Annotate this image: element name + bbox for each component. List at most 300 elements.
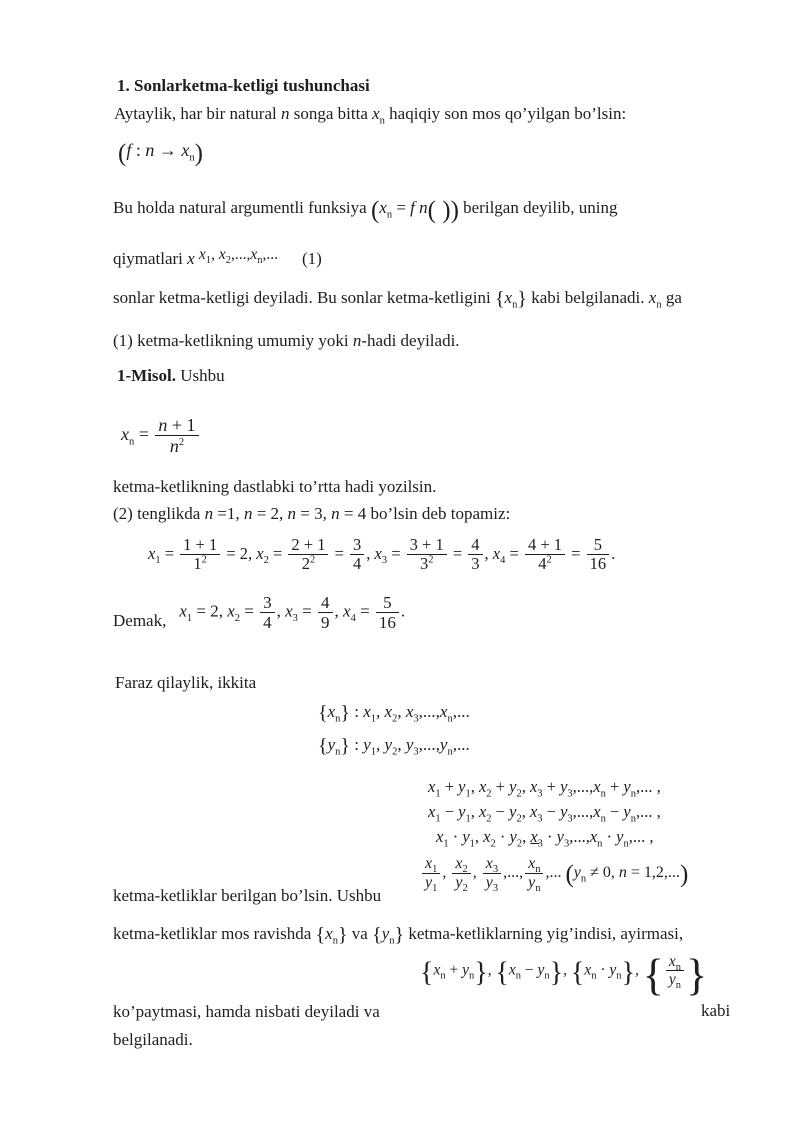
math-op: − bbox=[521, 961, 538, 979]
math-sub: n bbox=[600, 813, 606, 825]
math-var: y bbox=[384, 735, 393, 754]
text-run: = 4 bo’lsin deb topamiz: bbox=[339, 504, 511, 523]
math-num: 4 bbox=[538, 554, 547, 574]
text-run: -hadi deyiladi. bbox=[361, 331, 460, 350]
math-var: y bbox=[405, 735, 414, 754]
fraction bbox=[452, 855, 470, 895]
math-var: y bbox=[668, 971, 676, 989]
frac-numerator: 4 bbox=[471, 535, 480, 554]
paragraph-substitution bbox=[113, 504, 510, 524]
math-sub: n bbox=[675, 962, 681, 974]
math-sub: n bbox=[580, 873, 587, 885]
math-sub: 1 bbox=[435, 788, 441, 800]
fraction bbox=[407, 536, 447, 574]
fraction bbox=[525, 855, 543, 895]
math-var: x bbox=[384, 702, 393, 721]
brace: { bbox=[318, 702, 328, 724]
math-sub: 2 bbox=[225, 255, 231, 267]
math-op: ,... , bbox=[628, 827, 654, 846]
math-var: x bbox=[593, 777, 601, 796]
frac-numerator: 4 bbox=[321, 593, 330, 612]
math-var: x bbox=[250, 246, 258, 263]
math-op: , bbox=[487, 961, 496, 979]
frac-denominator: 9 bbox=[318, 612, 333, 632]
math-op: , bbox=[376, 702, 385, 721]
big-paren: ) bbox=[679, 861, 689, 889]
math-sub: 4 bbox=[500, 555, 506, 567]
math-var: y bbox=[455, 873, 463, 891]
big-paren: ) bbox=[194, 140, 203, 167]
math-num: 2, bbox=[210, 601, 228, 621]
math-sub: 3 bbox=[537, 838, 543, 850]
underlined-term bbox=[530, 827, 543, 850]
big-brace: { bbox=[420, 957, 434, 989]
math-sub: 2 bbox=[516, 788, 522, 800]
math-op: ,..., bbox=[503, 864, 524, 882]
fraction bbox=[318, 593, 333, 632]
paragraph-general-term bbox=[113, 331, 460, 351]
math-op: + 1 bbox=[167, 415, 196, 435]
math-sub: 2 bbox=[490, 838, 496, 850]
math-var: y bbox=[616, 827, 624, 846]
fraction bbox=[483, 855, 501, 895]
math-var: x bbox=[325, 924, 333, 943]
paragraph-values bbox=[113, 246, 322, 269]
frac-numerator: 3 bbox=[353, 535, 362, 554]
frac-numerator: 3 + 1 bbox=[409, 535, 444, 554]
math-var: x bbox=[198, 246, 206, 263]
formula-notation bbox=[420, 950, 708, 1000]
brace: } bbox=[340, 702, 351, 724]
math-sup: 2 bbox=[428, 554, 434, 566]
math-op: , bbox=[634, 961, 643, 979]
big-paren: ) bbox=[450, 197, 459, 224]
math-var: y bbox=[458, 777, 466, 796]
math-sub: n bbox=[675, 980, 681, 992]
frac-denominator bbox=[407, 554, 447, 573]
math-var: x bbox=[504, 288, 513, 307]
math-op: = bbox=[268, 543, 287, 563]
math-op: = bbox=[355, 601, 374, 621]
frac-denominator: 4 bbox=[260, 612, 275, 632]
formula-difference-line bbox=[428, 802, 661, 825]
math-op: = bbox=[505, 543, 523, 563]
frac-denominator bbox=[483, 873, 501, 895]
math-sub: 3 bbox=[537, 813, 543, 825]
paragraph-task: ketma-ketlikning dastlabki to’rtta hadi yozilsin. bbox=[113, 477, 437, 496]
math-op: , bbox=[563, 961, 571, 979]
math-sub: 2 bbox=[263, 555, 269, 567]
paragraph-result bbox=[113, 593, 405, 632]
math-var: n bbox=[618, 864, 627, 882]
text-run: haqiqiy son mos qo’yilgan bo’lsin: bbox=[384, 104, 627, 123]
math-num: 1 bbox=[193, 554, 202, 574]
text-run: (1) ketma-ketlikning umumiy yoki bbox=[113, 331, 353, 350]
math-op: , bbox=[472, 864, 481, 882]
brace: } bbox=[394, 924, 405, 946]
math-op: , bbox=[470, 777, 479, 796]
math-var: y bbox=[439, 735, 448, 754]
math-var: y bbox=[509, 827, 517, 846]
math-op: , bbox=[484, 543, 493, 563]
math-var: y bbox=[509, 802, 517, 821]
math-sub: n bbox=[389, 935, 395, 947]
formula-sum-line bbox=[428, 777, 661, 800]
math-op: ,..., bbox=[572, 777, 594, 796]
math-sub: n bbox=[468, 970, 475, 982]
math-sub: 1 bbox=[443, 838, 449, 850]
math-sub: 1 bbox=[465, 813, 471, 825]
math-sub: n bbox=[535, 864, 541, 876]
arrow-icon: → bbox=[154, 140, 182, 160]
math-op: · bbox=[448, 827, 463, 846]
formula-sequence-y-list bbox=[318, 735, 470, 756]
formula-product-line bbox=[436, 827, 654, 850]
big-brace: { bbox=[495, 957, 509, 989]
formula-quotient-line bbox=[420, 855, 689, 895]
frac-numerator: 2 + 1 bbox=[291, 535, 326, 554]
math-var: x bbox=[405, 702, 414, 721]
math-var: y bbox=[327, 735, 336, 754]
frac-denominator: 4 bbox=[350, 554, 364, 573]
math-sub: n bbox=[656, 299, 662, 311]
math-op: ,..., bbox=[418, 735, 440, 754]
big-paren: ( ) bbox=[427, 197, 451, 224]
paragraph-function bbox=[113, 198, 618, 223]
fraction bbox=[350, 536, 364, 574]
math-op: ,... bbox=[452, 735, 470, 754]
frac-denominator bbox=[155, 435, 198, 456]
math-var: y bbox=[556, 827, 564, 846]
frac-denominator: 16 bbox=[587, 554, 610, 573]
math-sub: n bbox=[447, 746, 453, 758]
math-sub: 3 bbox=[563, 838, 570, 850]
math-var: x bbox=[181, 140, 190, 160]
math-sub: n bbox=[189, 152, 195, 164]
paragraph-operations bbox=[113, 924, 683, 945]
math-var: f bbox=[126, 140, 132, 160]
math-var: y bbox=[363, 735, 371, 754]
formula-mapping bbox=[118, 140, 203, 166]
math-sub: n bbox=[600, 788, 606, 800]
math-op: = bbox=[448, 543, 467, 563]
math-sub: n bbox=[386, 209, 393, 221]
math-sub: n bbox=[129, 436, 135, 448]
frac-denominator bbox=[452, 873, 470, 895]
formula-sequence-x bbox=[198, 246, 278, 267]
math-sub: 1 bbox=[370, 746, 377, 758]
equation-number: (1) bbox=[301, 249, 322, 268]
frac-denominator: 16 bbox=[376, 612, 399, 632]
math-sub: 4 bbox=[350, 612, 356, 624]
fraction bbox=[376, 593, 399, 632]
example-label: 1-Misol. bbox=[117, 366, 177, 385]
page-title: 1. Sonlarketma-ketligi tushunchasi bbox=[117, 76, 370, 95]
math-sub: n bbox=[335, 713, 341, 725]
math-var: x bbox=[372, 104, 380, 123]
math-op: , bbox=[474, 827, 484, 846]
math-var: y bbox=[560, 802, 568, 821]
math-var: y bbox=[528, 873, 536, 891]
example-heading bbox=[117, 366, 225, 386]
math-var: x bbox=[327, 702, 336, 721]
math-op: · bbox=[596, 961, 610, 979]
math-var: y bbox=[609, 961, 617, 979]
math-var: n bbox=[287, 504, 297, 523]
math-sub: n bbox=[623, 838, 629, 850]
math-sub: n bbox=[447, 713, 453, 725]
math-sup: 2 bbox=[309, 554, 316, 566]
math-var: n bbox=[243, 504, 253, 523]
text-run: = 2, bbox=[252, 504, 288, 523]
math-var: x bbox=[508, 961, 516, 979]
math-sub: 3 bbox=[381, 555, 388, 567]
formula-computation bbox=[148, 536, 615, 574]
text-run: qiymatlari bbox=[113, 249, 188, 268]
math-var: y bbox=[623, 802, 631, 821]
math-var: n bbox=[169, 436, 179, 457]
math-op: = 1,2,... bbox=[626, 864, 680, 882]
math-var: x bbox=[428, 802, 436, 821]
math-sub: 3 bbox=[413, 713, 419, 725]
text-run: (2) tenglikda bbox=[113, 504, 205, 523]
brace: { bbox=[315, 924, 326, 946]
math-sub: 1 bbox=[465, 788, 471, 800]
math-op: − bbox=[605, 802, 624, 821]
math-var: x bbox=[530, 827, 538, 846]
math-op: ,..., bbox=[418, 702, 440, 721]
math-var: y bbox=[425, 873, 433, 891]
math-op: = bbox=[160, 543, 179, 563]
math-var: x bbox=[485, 855, 493, 872]
math-sub: 2 bbox=[392, 746, 398, 758]
math-var: y bbox=[458, 802, 466, 821]
math-var: x bbox=[218, 246, 226, 263]
text-kabi: kabi bbox=[701, 1001, 731, 1020]
math-sub: 2 bbox=[516, 838, 523, 850]
math-op: ,... , bbox=[636, 802, 661, 821]
math-sub: 2 bbox=[486, 813, 492, 825]
math-op: = bbox=[387, 543, 405, 563]
math-op: ,... bbox=[545, 864, 562, 882]
math-var: x bbox=[589, 827, 598, 846]
math-sub: n bbox=[630, 788, 636, 800]
math-op: + bbox=[440, 777, 459, 796]
math-op: ,... bbox=[262, 246, 278, 263]
math-sub: n bbox=[512, 299, 518, 311]
math-sub: 1 bbox=[469, 838, 475, 850]
math-var: n bbox=[331, 504, 340, 523]
frac-denominator bbox=[525, 873, 543, 895]
math-sub: 2 bbox=[516, 813, 522, 825]
brace: } bbox=[337, 924, 348, 946]
fraction bbox=[468, 536, 482, 574]
math-sub: n bbox=[379, 115, 385, 127]
math-sup: 2 bbox=[201, 554, 207, 566]
math-sub: n bbox=[597, 838, 603, 850]
frac-numerator: 1 + 1 bbox=[183, 535, 218, 554]
math-op: , bbox=[521, 802, 530, 821]
fraction bbox=[155, 415, 198, 456]
math-sub: 1 bbox=[155, 555, 161, 567]
math-var: x bbox=[478, 802, 487, 821]
math-var: y bbox=[462, 961, 469, 979]
fraction bbox=[260, 593, 275, 632]
math-var: x bbox=[584, 961, 592, 979]
math-var: x bbox=[668, 953, 676, 970]
math-var: x bbox=[478, 777, 487, 796]
math-var: x bbox=[529, 802, 538, 821]
frac-numerator: 4 + 1 bbox=[527, 535, 562, 554]
math-op: , bbox=[522, 827, 531, 846]
math-op: + bbox=[605, 777, 624, 796]
math-op: ,... , bbox=[636, 777, 661, 796]
math-op: ,..., bbox=[572, 802, 594, 821]
math-op: , bbox=[521, 777, 530, 796]
paragraph-definition bbox=[113, 288, 682, 309]
math-sub: 2 bbox=[392, 713, 398, 725]
big-brace: } bbox=[549, 957, 564, 989]
brace: } bbox=[340, 735, 351, 757]
math-var: y bbox=[485, 873, 493, 891]
big-brace: } bbox=[474, 957, 488, 989]
math-var: y bbox=[623, 777, 631, 796]
math-sub: n bbox=[515, 970, 522, 982]
big-brace: { bbox=[642, 950, 664, 1000]
math-var: x bbox=[529, 777, 538, 796]
fraction bbox=[587, 536, 610, 574]
math-var: x bbox=[439, 702, 448, 721]
frac-denominator bbox=[422, 873, 440, 895]
fraction bbox=[288, 536, 328, 574]
math-var: x bbox=[433, 961, 441, 979]
math-op: , bbox=[376, 735, 385, 754]
math-op: , bbox=[276, 601, 286, 621]
math-op: , bbox=[397, 735, 406, 754]
text-run: sonlar ketma-ketligi deyiladi. Bu sonlar ketma-ketligini bbox=[113, 288, 495, 307]
math-sub: 1 bbox=[435, 813, 441, 825]
math-sub: 2 bbox=[234, 612, 241, 624]
math-sub: 1 bbox=[432, 864, 438, 876]
math-op: , bbox=[397, 702, 406, 721]
paragraph-naming: ko’paytmasi, hamda nisbati deyiladi va bbox=[113, 1002, 380, 1021]
brace: { bbox=[318, 735, 328, 757]
math-op: ,..., bbox=[230, 246, 251, 263]
math-sub: 2 bbox=[486, 788, 492, 800]
math-op: , bbox=[470, 802, 479, 821]
text-run: = 3, bbox=[296, 504, 332, 523]
frac-denominator bbox=[525, 554, 565, 573]
frac-numerator: 5 bbox=[593, 535, 602, 554]
fraction bbox=[525, 536, 565, 574]
math-var: x bbox=[379, 198, 387, 217]
math-var: x bbox=[436, 827, 444, 846]
math-op: = bbox=[392, 198, 411, 217]
big-paren: ( bbox=[565, 861, 574, 889]
text-run: berilgan deyilib, uning bbox=[458, 198, 618, 217]
text-run: ketma-ketliklarning yig’indisi, ayirmasi, bbox=[404, 924, 684, 943]
math-op: = bbox=[567, 543, 585, 563]
math-op: = bbox=[297, 601, 317, 621]
math-op: , bbox=[211, 246, 219, 263]
paragraph-given: ketma-ketliklar berilgan bo’lsin. Ushbu bbox=[113, 886, 382, 905]
math-sub: n bbox=[332, 935, 338, 947]
formula-sequence-x-list bbox=[318, 702, 470, 723]
text-run: ketma-ketliklar mos ravishda bbox=[113, 924, 316, 943]
math-var: n bbox=[145, 140, 155, 160]
math-sup: 2 bbox=[178, 437, 185, 449]
text-run: kabi belgilanadi. bbox=[526, 288, 649, 307]
math-op: : bbox=[131, 140, 146, 160]
math-var: n bbox=[158, 415, 168, 435]
big-brace: } bbox=[621, 957, 635, 989]
frac-denominator bbox=[288, 554, 328, 573]
formula-result bbox=[179, 593, 405, 632]
math-var: x bbox=[374, 543, 382, 563]
math-sub: n bbox=[535, 883, 541, 895]
frac-denominator: 3 bbox=[468, 554, 482, 573]
math-op: · bbox=[542, 827, 557, 846]
math-var: x bbox=[455, 855, 463, 872]
math-var: x bbox=[492, 543, 501, 563]
frac-numerator bbox=[483, 855, 501, 876]
math-num: 2 bbox=[301, 554, 310, 574]
math-op: , bbox=[442, 864, 451, 882]
big-brace: } bbox=[686, 950, 708, 1000]
math-var: x bbox=[148, 543, 156, 563]
math-sub: 3 bbox=[537, 788, 543, 800]
math-var: n bbox=[352, 331, 362, 350]
math-sub: 2 bbox=[462, 864, 468, 876]
math-sub: 3 bbox=[492, 883, 499, 895]
math-var: x bbox=[187, 249, 195, 268]
math-op: · bbox=[602, 827, 617, 846]
text-run: Demak, bbox=[113, 611, 167, 631]
math-op: = bbox=[192, 601, 211, 621]
text-run: ga bbox=[661, 288, 682, 307]
brace: { bbox=[372, 924, 382, 946]
paragraph-suppose: Faraz qilaylik, ikkita bbox=[115, 673, 257, 692]
math-sub: 1 bbox=[205, 255, 212, 267]
math-var: x bbox=[648, 288, 657, 307]
math-var: x bbox=[363, 702, 371, 721]
math-sub: 1 bbox=[432, 883, 438, 895]
math-sup: 2 bbox=[546, 554, 552, 566]
frac-numerator bbox=[666, 953, 684, 974]
frac-numerator bbox=[525, 855, 543, 876]
math-var: x bbox=[343, 601, 351, 621]
math-op: = bbox=[330, 543, 349, 563]
brace: } bbox=[517, 288, 527, 310]
math-sub: 2 bbox=[462, 883, 468, 895]
math-var: y bbox=[537, 961, 545, 979]
big-paren: ( bbox=[118, 140, 127, 167]
math-sub: 3 bbox=[413, 746, 419, 758]
math-sub: 3 bbox=[492, 864, 499, 876]
math-var: y bbox=[573, 864, 581, 882]
fraction bbox=[180, 536, 220, 574]
math-op: , bbox=[366, 543, 375, 563]
paragraph-denoted: belgilanadi. bbox=[113, 1030, 193, 1049]
math-op: + bbox=[542, 777, 561, 796]
big-paren: ( bbox=[370, 197, 380, 224]
frac-numerator bbox=[155, 415, 198, 435]
math-op: , bbox=[334, 601, 344, 621]
math-sub: 3 bbox=[292, 612, 298, 624]
math-var: y bbox=[509, 777, 517, 796]
math-op: + bbox=[491, 777, 510, 796]
math-op: ,... bbox=[452, 702, 470, 721]
